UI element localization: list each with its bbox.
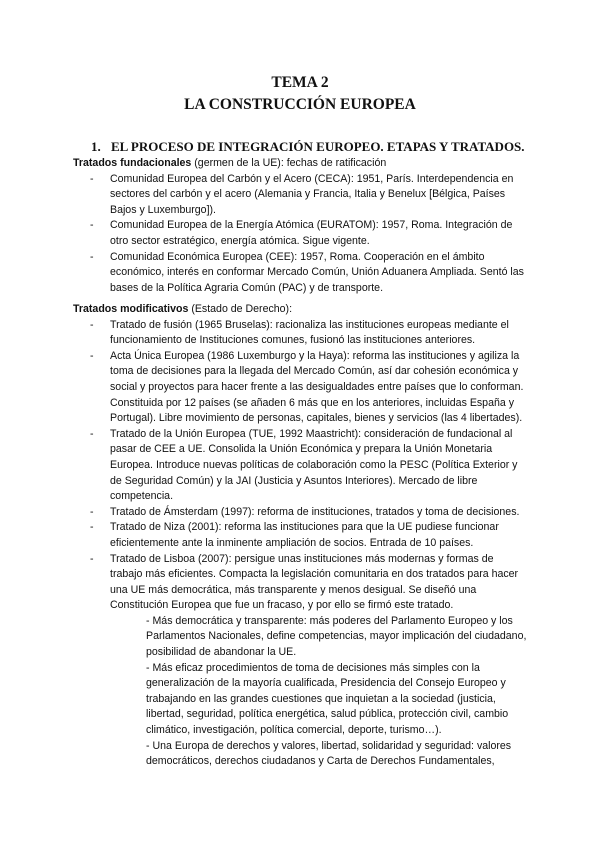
section-number: 1. bbox=[91, 139, 101, 154]
modificativos-heading bbox=[73, 302, 528, 318]
list-item: - Tratado de Lisboa (2007): persigue unas instituciones más modernas y formas de trabajo más eficientes. Compacta la legislación comunitaria en dos tratados para hacer una UE más democrática, más transparente y menos desigual. Se diseñó una Constitución Europea que fue un fracaso, y por ello se firmó este tratado. bbox=[90, 552, 519, 612]
list-item: - Comunidad Europea del Carbón y el Acero (CECA): 1951, París. Interdependencia en sectores del carbón y el acero (Alemania y Francia, Italia y Benelux [Bélgica, Países Bajos y Luxemburgo]). bbox=[90, 172, 514, 216]
list-item-text: Comunidad Económica Europea (CEE): 1957, Roma. Cooperación en el ámbito económico, interés en conformar Mercado Común, Unión Aduanera Ampliada. Sentó las bases de la Política Agraria Común (PAC) y de transporte. bbox=[110, 250, 524, 294]
list-item-text: Tratado de fusión (1965 Bruselas): racionaliza las instituciones europeas mediante el funcionamiento de Instituciones comunes, fusionó las instituciones anteriores. bbox=[110, 318, 509, 347]
lisboa-point: - Una Europa de derechos y valores, libertad, solidaridad y seguridad: valores democráticos, derechos ciudadanos y Carta de Derechos Fundamentales, bbox=[146, 739, 512, 768]
modificativos-block bbox=[73, 302, 528, 770]
list-item-text: Comunidad Europea de la Energía Atómica (EURATOM): 1957, Roma. Integración de otro sector estratégico, energía atómica. Sigue vigente. bbox=[110, 219, 513, 247]
lisboa-point: - Más democrática y transparente: más poderes del Parlamento Europeo y los Parlamentos Nacionales, define competencias, mayor implicación del ciudadano, posibilidad de abandonar la UE. bbox=[146, 614, 527, 659]
list-item: - Tratado de Niza (2001): reforma las instituciones para que la UE pudiese funcionar eficientemente ante la inminente ampliación de socios. Entrada de 10 países. bbox=[90, 521, 499, 549]
tema-number: TEMA 2 bbox=[271, 74, 329, 91]
modificativos-heading-note: (Estado de Derecho): bbox=[188, 303, 293, 315]
list-item: - Tratado de fusión (1965 Bruselas): racionaliza las instituciones europeas mediante el funcionamiento de Instituciones comunes, fusionó las instituciones anteriores. bbox=[90, 318, 509, 347]
list-item-text: Tratado de Lisboa (2007): persigue unas instituciones más modernas y formas de trabajo más eficientes. Compacta la legislación comunitaria en dos tratados para hacer una UE más democrática, más transparente y menos desigual. Se diseñó una Constitución Europea que fue un fracaso, y por ello se firmó este tratado. bbox=[110, 552, 519, 612]
page-title: LA CONSTRUCCIÓN EUROPEA bbox=[184, 96, 416, 113]
fundacionales-block bbox=[73, 156, 528, 296]
list-item-text: Tratado de la Unión Europea (TUE, 1992 Maastricht): consideración de fundacional al pasar de CEE a UE. Consolida la Unión Económica y prepara la Unión Monetaria Europea. Introduce nuevas políticas de colaboración como la PESC (Política Exterior y de Seguridad Común) y la JAI (Justicia y Asuntos Interiores). Mercado de libre competencia. bbox=[110, 427, 518, 503]
list-item-text: Tratado de Ámsterdam (1997): reforma de instituciones, tratados y toma de decisiones. bbox=[110, 505, 520, 518]
list-item: - Acta Única Europea (1986 Luxemburgo y la Haya): reforma las instituciones y agiliza la toma de decisiones para la llegada del Mercado Común, así dar cohesión económica y social y proyectos para hacer frente a las desigualdades entre países que lo conforman. Constituida por 12 países (se añaden 6 más que en los anteriores, incluidas España y Portugal). Libre movimiento de personas, capitales, bienes y servicios (las 4 libertades). bbox=[90, 349, 524, 425]
list-item-text: Acta Única Europea (1986 Luxemburgo y la Haya): reforma las instituciones y agiliza la toma de decisiones para la llegada del Mercado Común, así dar cohesión económica y social y proyectos para hacer frente a las desigualdades entre países que lo conforman. Constituida por 12 países (se añaden 6 más que en los anteriores, incluidas España y Portugal). Libre movimiento de personas, capitales, bienes y servicios (las 4 libertades). bbox=[110, 349, 524, 425]
list-item: - Tratado de la Unión Europea (TUE, 1992 Maastricht): consideración de fundacional al pasar de CEE a UE. Consolida la Unión Económica y prepara la Unión Monetaria Europea. Introduce nuevas políticas de colaboración como la PESC (Política Exterior y de Seguridad Común) y la JAI (Justicia y Asuntos Interiores). Mercado de libre competencia. bbox=[90, 427, 518, 503]
fundacionales-heading bbox=[73, 156, 528, 172]
list-item-text: Tratado de Niza (2001): reforma las instituciones para que la UE pudiese funcionar eficientemente ante la inminente ampliación de socios. Entrada de 10 países. bbox=[110, 521, 499, 549]
fundacionales-heading-note: (germen de la UE): fechas de ratificación bbox=[191, 157, 387, 169]
fundacionales-heading-bold: Tratados fundacionales bbox=[73, 157, 192, 169]
list-item: - Comunidad Económica Europea (CEE): 1957, Roma. Cooperación en el ámbito económico, interés en conformar Mercado Común, Unión Aduanera Ampliada. Sentó las bases de la Política Agraria Común (PAC) y de transporte. bbox=[90, 250, 524, 294]
section-heading bbox=[91, 139, 561, 155]
lisboa-point: - Más eficaz procedimientos de toma de decisiones más simples con la generalización de la mayoría cualificada, Presidencia del Consejo Europeo y trabajando en las grandes cuestiones que inquietan a la sociedad (justicia, libertad, seguridad, política energética, salud pública, protección civil, cambio climático, investigación, política comercial, deporte, turismo…). bbox=[146, 661, 509, 737]
list-item: - Tratado de Ámsterdam (1997): reforma de instituciones, tratados y toma de decisiones. bbox=[90, 505, 520, 518]
list-item-text: Comunidad Europea del Carbón y el Acero (CECA): 1951, París. Interdependencia en sectores del carbón y el acero (Alemania y Francia, Italia y Benelux [Bélgica, Países Bajos y Luxemburgo]). bbox=[110, 172, 514, 216]
fundacionales-list bbox=[73, 172, 528, 297]
section-title: EL PROCESO DE INTEGRACIÓN EUROPEO. ETAPAS Y TRATADOS. bbox=[111, 139, 525, 154]
modificativos-heading-bold: Tratados modificativos bbox=[73, 303, 189, 315]
list-item: - Comunidad Europea de la Energía Atómica (EURATOM): 1957, Roma. Integración de otro sector estratégico, energía atómica. Sigue vigente. bbox=[90, 219, 513, 247]
modificativos-list bbox=[73, 318, 528, 614]
